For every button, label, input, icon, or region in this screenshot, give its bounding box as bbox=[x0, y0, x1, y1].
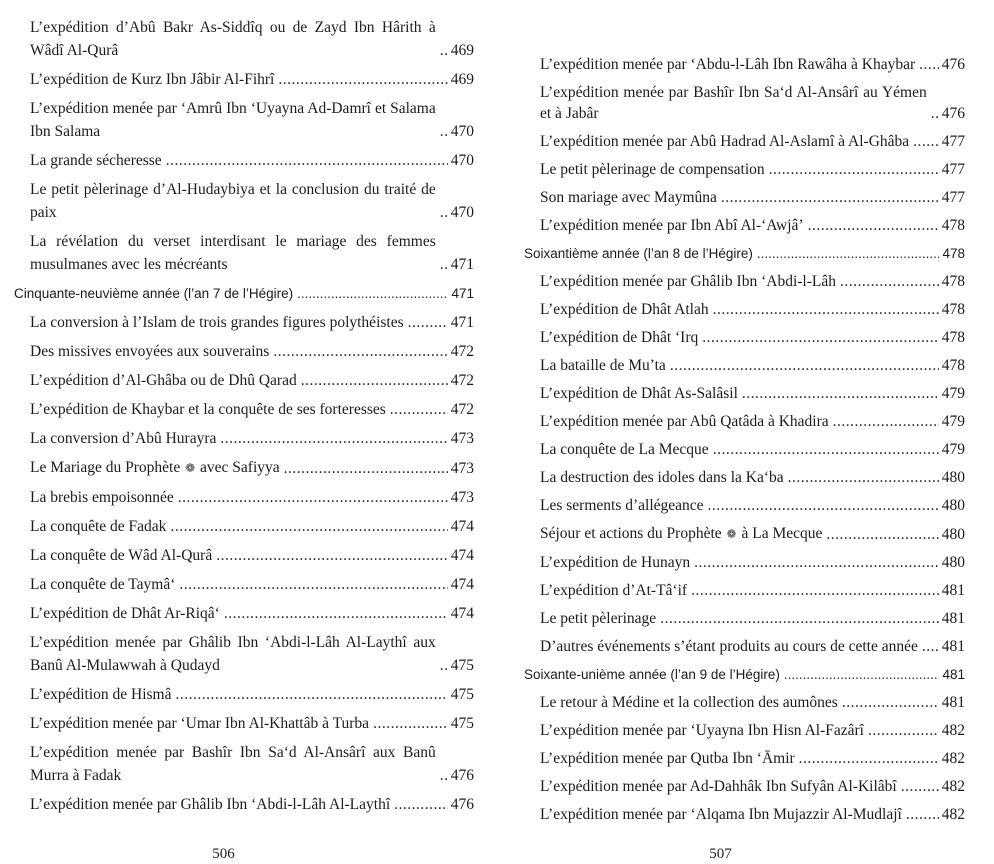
toc-entry-title: La conquête de Taymâ‘ bbox=[30, 576, 176, 593]
toc-entry-title: L’expédition de Dhât Ar-Riqâ‘ bbox=[30, 605, 220, 622]
toc-entry-page-number: 479 bbox=[941, 413, 965, 430]
prophet-honorific-icon: ❁ bbox=[726, 527, 737, 541]
dot-leader bbox=[278, 68, 447, 91]
toc-entry bbox=[540, 355, 965, 376]
toc-entry-page-number: 478 bbox=[941, 217, 965, 234]
toc-entry bbox=[30, 178, 474, 224]
toc-entry-page-number: 478 bbox=[942, 246, 965, 261]
dot-leader bbox=[742, 383, 939, 404]
toc-entry-page-number: 482 bbox=[941, 778, 965, 795]
toc-entry bbox=[30, 602, 474, 625]
page-number-left: 506 bbox=[212, 846, 235, 862]
toc-entry-page-number: 481 bbox=[941, 610, 965, 627]
toc-entry bbox=[30, 573, 474, 596]
dot-leader bbox=[906, 804, 939, 825]
dot-leader bbox=[373, 712, 448, 735]
toc-entry-page-number: 473 bbox=[450, 489, 474, 506]
toc-entry-page-number: 476 bbox=[941, 105, 965, 122]
toc-entry-page-number: 470 bbox=[450, 152, 474, 169]
toc-entry-page-number: 477 bbox=[941, 161, 965, 178]
toc-entry bbox=[540, 552, 965, 573]
toc-entry-page-number: 471 bbox=[451, 286, 474, 301]
toc-entry-page-number: 479 bbox=[941, 385, 965, 402]
dot-leader bbox=[721, 187, 939, 208]
toc-entry-page-number: 475 bbox=[450, 686, 474, 703]
dot-leader bbox=[769, 159, 939, 180]
dot-leader bbox=[713, 299, 939, 320]
dot-leader bbox=[840, 271, 939, 292]
dot-leader bbox=[440, 253, 448, 276]
toc-entry bbox=[30, 741, 474, 787]
toc-entry-title: L’expédition de Dhât As-Salâsil bbox=[540, 385, 738, 402]
toc-entry-page-number: 472 bbox=[450, 372, 474, 389]
toc-entry-title: Le petit pèlerinage bbox=[540, 610, 657, 627]
toc-entry bbox=[30, 793, 474, 816]
dot-leader bbox=[919, 54, 939, 75]
toc-entry-title: La conversion à l’Islam de trois grandes figures polythéistes bbox=[30, 314, 404, 331]
toc-entry-page-number: 480 bbox=[941, 554, 965, 571]
toc-entry bbox=[540, 327, 965, 348]
dot-leader bbox=[670, 355, 939, 376]
toc-entry-title: L’expédition menée par Ghâlib Ibn ‘Abdi-l-Lâh bbox=[540, 273, 836, 290]
toc-entry bbox=[30, 16, 474, 62]
toc-entry-page-number: 473 bbox=[450, 430, 474, 447]
toc-entry bbox=[30, 97, 474, 143]
dot-leader bbox=[273, 340, 447, 363]
dot-leader bbox=[166, 149, 448, 172]
toc-entry bbox=[540, 608, 965, 629]
toc-entry-title: L’expédition de Hunayn bbox=[540, 554, 691, 571]
dot-leader bbox=[440, 654, 448, 677]
toc-entry-title: L’expédition menée par ‘Amrû Ibn ‘Uyayna Ad-Damrî et Salama Ibn Salama bbox=[30, 100, 436, 140]
toc-entry-page-number: 471 bbox=[450, 256, 474, 273]
toc-entry bbox=[30, 398, 474, 421]
toc-entry-title: L’expédition menée par Bashîr Ibn Sa‘d Al-Ansârî au Yémen et à Jabâr bbox=[540, 84, 927, 122]
toc-entry-page-number: 476 bbox=[450, 767, 474, 784]
toc-section-heading bbox=[14, 282, 474, 305]
dot-leader bbox=[708, 495, 939, 516]
toc-section-heading bbox=[524, 664, 965, 685]
dot-leader bbox=[216, 544, 448, 567]
toc-entry-title: L’expédition menée par Qutba Ibn ‘Āmir bbox=[540, 750, 795, 767]
toc-entry-title: Le petit pèlerinage d’Al-Hudaybiya et la conclusion du traité de paix bbox=[30, 181, 436, 221]
toc-entry bbox=[30, 515, 474, 538]
toc-entry-page-number: 474 bbox=[450, 576, 474, 593]
toc-entry-title: L’expédition de Khaybar et la conquête de ses forteresses bbox=[30, 401, 386, 418]
toc-entry-title: Cinquante-neuvième année (l’an 7 de l’Hégire) bbox=[14, 286, 294, 301]
dot-leader bbox=[784, 664, 940, 685]
toc-entry-title: L’expédition de Dhât Atlah bbox=[540, 301, 709, 318]
toc-entry-title: La conversion d’Abû Hurayra bbox=[30, 430, 217, 447]
toc-entry-title: Des missives envoyées aux souverains bbox=[30, 343, 270, 360]
toc-entry-title: L’expédition de Hismâ bbox=[30, 686, 172, 703]
toc-entry-title: Le petit pèlerinage de compensation bbox=[540, 161, 765, 178]
dot-leader bbox=[440, 201, 448, 224]
dot-leader bbox=[833, 411, 939, 432]
dot-leader bbox=[713, 439, 939, 460]
dot-leader bbox=[808, 215, 939, 236]
dot-leader bbox=[408, 311, 448, 334]
toc-entry-title: L’expédition de Kurz Ibn Jâbir Al-Fihrî bbox=[30, 71, 275, 88]
toc-entry bbox=[30, 712, 474, 735]
toc-section-heading bbox=[524, 243, 965, 264]
toc-entry-page-number: 480 bbox=[941, 526, 965, 543]
toc-entry-page-number: 474 bbox=[450, 605, 474, 622]
toc-entry bbox=[30, 230, 474, 276]
prophet-honorific-icon: ❁ bbox=[185, 461, 196, 475]
toc-entry bbox=[540, 720, 965, 741]
dot-leader bbox=[702, 327, 938, 348]
page-number-right: 507 bbox=[709, 846, 732, 862]
dot-leader bbox=[220, 427, 447, 450]
toc-entry-page-number: 481 bbox=[941, 638, 965, 655]
dot-leader bbox=[757, 243, 940, 264]
toc-entry bbox=[540, 54, 965, 75]
toc-entry-title: Le Mariage du Prophète ❁ avec Safiyya bbox=[30, 459, 280, 476]
dot-leader bbox=[170, 515, 447, 538]
toc-entry-page-number: 477 bbox=[941, 133, 965, 150]
dot-leader bbox=[178, 486, 448, 509]
toc-entry bbox=[540, 776, 965, 797]
toc-entry bbox=[540, 299, 965, 320]
toc-entry-page-number: 471 bbox=[450, 314, 474, 331]
toc-entry-title: L’expédition menée par Bashîr Ibn Sa‘d Al-Ansârî aux Banû Murra à Fadak bbox=[30, 744, 436, 784]
toc-entry bbox=[540, 467, 965, 488]
dot-leader bbox=[799, 748, 939, 769]
toc-entry bbox=[540, 82, 965, 124]
toc-entry bbox=[30, 486, 474, 509]
dot-leader bbox=[224, 602, 448, 625]
dot-leader bbox=[868, 720, 939, 741]
toc-entry-title: La destruction des idoles dans la Ka‘ba bbox=[540, 469, 784, 486]
toc-entry-title: L’expédition de Dhât ‘Irq bbox=[540, 329, 699, 346]
dot-leader bbox=[660, 608, 939, 629]
toc-entry bbox=[540, 383, 965, 404]
toc-entry-title: D’autres événements s’étant produits au cours de cette année bbox=[540, 638, 918, 655]
toc-entry-title: Les serments d’allégeance bbox=[540, 497, 704, 514]
toc-entry bbox=[540, 187, 965, 208]
dot-leader bbox=[842, 692, 939, 713]
toc-entry-page-number: 481 bbox=[941, 694, 965, 711]
toc-entry bbox=[30, 340, 474, 363]
toc-entry-page-number: 481 bbox=[942, 667, 965, 682]
page-right bbox=[497, 0, 994, 864]
toc-entry bbox=[30, 68, 474, 91]
toc-entry-page-number: 475 bbox=[450, 715, 474, 732]
toc-entry-page-number: 472 bbox=[450, 343, 474, 360]
dot-leader bbox=[440, 764, 448, 787]
toc-entry bbox=[540, 215, 965, 236]
toc-entry-title: La révélation du verset interdisant le mariage des femmes musulmanes avec les mécréants bbox=[30, 233, 436, 273]
toc-entry-title: Soixantième année (l’an 8 de l’Hégire) bbox=[524, 246, 753, 261]
toc-entry-page-number: 474 bbox=[450, 547, 474, 564]
toc-entry-page-number: 478 bbox=[941, 273, 965, 290]
dot-leader bbox=[922, 636, 939, 657]
toc-entry bbox=[540, 495, 965, 516]
toc-entry-page-number: 477 bbox=[941, 189, 965, 206]
toc-entry-page-number: 481 bbox=[941, 582, 965, 599]
toc-entry bbox=[30, 631, 474, 677]
toc-entry-page-number: 470 bbox=[450, 123, 474, 140]
toc-entry-title: La bataille de Mu’ta bbox=[540, 357, 666, 374]
toc-entry-page-number: 479 bbox=[941, 441, 965, 458]
dot-leader bbox=[788, 467, 939, 488]
toc-entry-title: L’expédition menée par Ghâlib Ibn ‘Abdi-l-Lâh Al-Laythî aux Banû Al-Mulawwah à Qudayd bbox=[30, 634, 436, 674]
toc-entry bbox=[540, 523, 965, 545]
dot-leader bbox=[284, 457, 448, 480]
toc-entry bbox=[540, 580, 965, 601]
toc-entry-title: La conquête de Fadak bbox=[30, 518, 167, 535]
dot-leader bbox=[390, 398, 448, 421]
toc-list-left bbox=[14, 16, 474, 816]
toc-entry bbox=[540, 804, 965, 825]
toc-entry-page-number: 478 bbox=[941, 329, 965, 346]
toc-entry-page-number: 476 bbox=[450, 796, 474, 813]
toc-entry-page-number: 474 bbox=[450, 518, 474, 535]
toc-entry bbox=[540, 411, 965, 432]
toc-entry-page-number: 480 bbox=[941, 497, 965, 514]
toc-entry-title: L’expédition d’Abû Bakr As-Siddîq ou de Zayd Ibn Hârith à Wâdî Al-Qurâ bbox=[30, 19, 436, 59]
dot-leader bbox=[440, 120, 448, 143]
toc-entry-title: L’expédition menée par ‘Alqama Ibn Mujazzir Al-Mudlajî bbox=[540, 806, 902, 823]
dot-leader bbox=[901, 776, 939, 797]
toc-entry-page-number: 482 bbox=[941, 750, 965, 767]
toc-entry bbox=[540, 439, 965, 460]
dot-leader bbox=[179, 573, 447, 596]
toc-entry-title: La conquête de La Mecque bbox=[540, 441, 709, 458]
toc-entry-title: L’expédition menée par Ghâlib Ibn ‘Abdi-l-Lâh Al-Laythî bbox=[30, 796, 391, 813]
toc-entry-page-number: 473 bbox=[450, 460, 474, 477]
toc-entry bbox=[30, 427, 474, 450]
toc-entry-title: Séjour et actions du Prophète ❁ à La Mecque bbox=[540, 525, 823, 542]
dot-leader bbox=[301, 369, 448, 392]
toc-entry bbox=[540, 636, 965, 657]
toc-entry-page-number: 470 bbox=[450, 204, 474, 221]
toc-entry-page-number: 482 bbox=[941, 722, 965, 739]
toc-entry-title: La conquête de Wâd Al-Qurâ bbox=[30, 547, 213, 564]
dot-leader bbox=[297, 282, 448, 305]
toc-entry bbox=[30, 311, 474, 334]
toc-entry-page-number: 478 bbox=[941, 357, 965, 374]
toc-entry-page-number: 482 bbox=[941, 806, 965, 823]
toc-entry-title: Son mariage avec Maymûna bbox=[540, 189, 717, 206]
toc-entry-title: L’expédition menée par Abû Qatâda à Khadira bbox=[540, 413, 829, 430]
toc-entry bbox=[30, 149, 474, 172]
toc-entry-title: L’expédition menée par Abû Hadrad Al-Aslamî à Al-Ghâba bbox=[540, 133, 910, 150]
toc-entry-page-number: 476 bbox=[941, 56, 965, 73]
toc-entry-title: La brebis empoisonnée bbox=[30, 489, 174, 506]
toc-entry-title: La grande sécheresse bbox=[30, 152, 162, 169]
toc-entry bbox=[540, 271, 965, 292]
toc-entry bbox=[30, 544, 474, 567]
toc-entry bbox=[30, 369, 474, 392]
dot-leader bbox=[691, 580, 939, 601]
toc-entry bbox=[30, 456, 474, 480]
toc-entry-title: Soixante-unième année (l’an 9 de l’Hégire) bbox=[524, 667, 780, 682]
toc-entry-title: L’expédition menée par ‘Uyayna Ibn Hisn Al-Fazârî bbox=[540, 722, 864, 739]
dot-leader bbox=[694, 552, 939, 573]
toc-entry-title: Le retour à Médine et la collection des aumônes bbox=[540, 694, 838, 711]
toc-entry bbox=[30, 683, 474, 706]
toc-entry-title: L’expédition menée par Ibn Abî Al-‘Awjâ’ bbox=[540, 217, 804, 234]
dot-leader bbox=[931, 103, 939, 124]
toc-entry-title: L’expédition d’At-Tâ‘if bbox=[540, 582, 688, 599]
toc-entry-page-number: 480 bbox=[941, 469, 965, 486]
toc-entry-title: L’expédition menée par ‘Abdu-l-Lâh Ibn Rawâha à Khaybar bbox=[540, 56, 916, 73]
toc-entry bbox=[540, 159, 965, 180]
toc-entry bbox=[540, 748, 965, 769]
toc-entry bbox=[540, 131, 965, 152]
toc-entry-page-number: 469 bbox=[450, 71, 474, 88]
dot-leader bbox=[826, 524, 938, 545]
dot-leader bbox=[440, 39, 448, 62]
toc-list-right bbox=[524, 54, 965, 825]
toc-entry-page-number: 469 bbox=[450, 42, 474, 59]
toc-entry-page-number: 475 bbox=[450, 657, 474, 674]
toc-entry-page-number: 472 bbox=[450, 401, 474, 418]
toc-entry-title: L’expédition menée par ‘Umar Ibn Al-Khattâb à Turba bbox=[30, 715, 370, 732]
toc-entry-title: L’expédition d’Al-Ghâba ou de Dhû Qarad bbox=[30, 372, 297, 389]
toc-entry-title: L’expédition menée par Ad-Dahhâk Ibn Sufyân Al-Kilâbî bbox=[540, 778, 897, 795]
dot-leader bbox=[175, 683, 447, 706]
toc-entry-page-number: 478 bbox=[941, 301, 965, 318]
dot-leader bbox=[394, 793, 448, 816]
toc-entry bbox=[540, 692, 965, 713]
dot-leader bbox=[913, 131, 939, 152]
